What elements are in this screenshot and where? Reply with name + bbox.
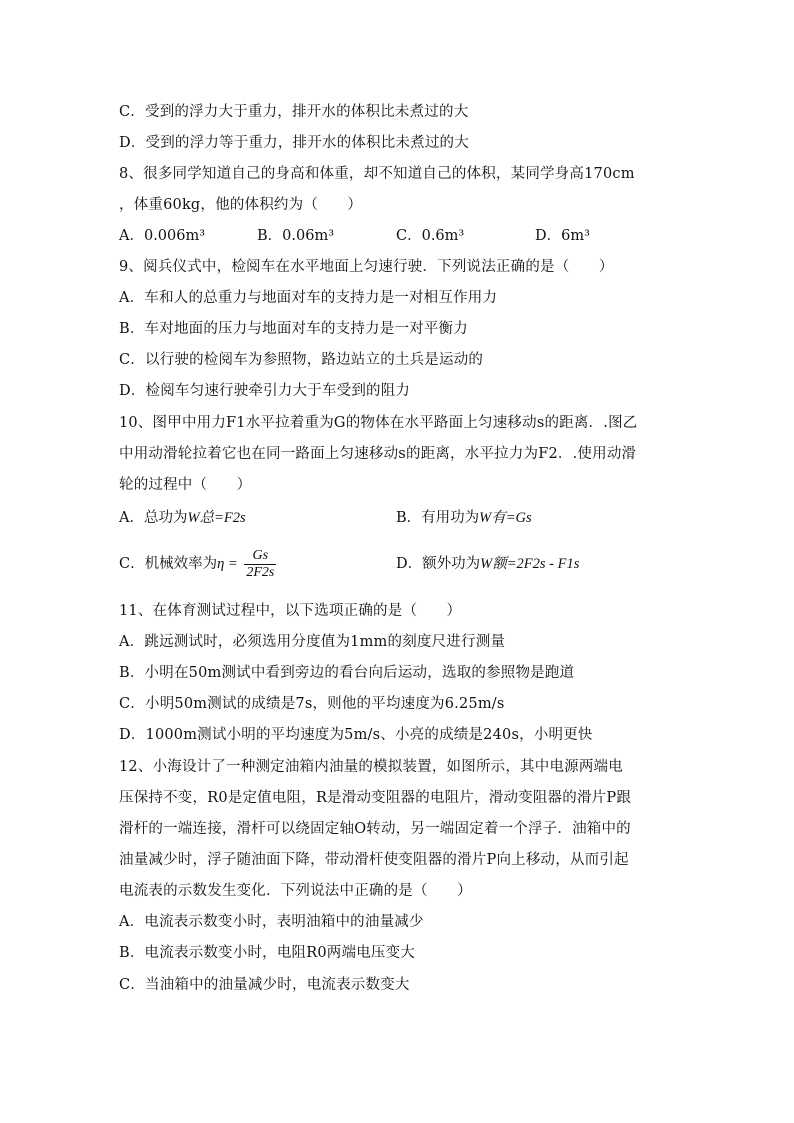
q8-stem-line-2: ，体重60kg，他的体积约为（ ） bbox=[119, 197, 363, 213]
q9-option-d: D．检阅车匀速行驶牵引力大于车受到的阻力 bbox=[119, 383, 411, 399]
q10-option-a bbox=[119, 508, 246, 528]
q11-option-a: A．跳远测试时，必须选用分度值为1mm的刻度尺进行测量 bbox=[119, 634, 506, 650]
q10-option-c-label: C．机械效率为 bbox=[119, 556, 218, 572]
q10-stem-line-3: 轮的过程中（ ） bbox=[119, 477, 252, 493]
q9-stem: 9、阅兵仪式中，检阅车在水平地面上匀速行驶．下列说法正确的是（ ） bbox=[119, 259, 614, 275]
q12-option-c: C．当油箱中的油量减少时，电流表示数变大 bbox=[119, 977, 410, 993]
q9-option-c: C．以行驶的检阅车为参照物，路边站立的土兵是运动的 bbox=[119, 352, 484, 368]
q10-option-a-label: A．总功为 bbox=[119, 510, 188, 526]
q11-option-c: C．小明50m测试的成绩是7s，则他的平均速度为6.25m/s bbox=[119, 696, 505, 712]
q10-option-c bbox=[119, 544, 276, 584]
q10-stem-line-1: 10、图甲中用力F1水平拉着重为G的物体在水平路面上匀速移动s的距离．.图乙 bbox=[119, 415, 638, 431]
q12-stem-line-2: 压保持不变，R0是定值电阻，R是滑动变阻器的电阻片，滑动变阻器的滑片P跟 bbox=[119, 790, 632, 806]
q11-option-b: B．小明在50m测试中看到旁边的看台向后运动，选取的参照物是跑道 bbox=[119, 665, 575, 681]
q9-option-b: B．车对地面的压力与地面对车的支持力是一对平衡力 bbox=[119, 321, 468, 337]
q8-stem-line-1: 8、很多同学知道自己的身高和体重，却不知道自己的体积，某同学身高170cm bbox=[119, 166, 635, 182]
q8-option-d: D．6m³ bbox=[535, 228, 590, 244]
q7-option-d: D．受到的浮力等于重力，排开水的体积比未煮过的大 bbox=[119, 135, 469, 151]
q8-option-a: A．0.006m³ bbox=[119, 228, 206, 244]
q10-option-c-eta: η = bbox=[217, 556, 238, 572]
q8-option-b: B．0.06m³ bbox=[257, 228, 335, 244]
q10-option-a-formula: W总=F2s bbox=[187, 510, 246, 526]
q12-option-b: B．电流表示数变小时，电阻R0两端电压变大 bbox=[119, 945, 415, 961]
q8-option-c: C．0.6m³ bbox=[396, 228, 465, 244]
q10-option-b-label: B．有用功为 bbox=[396, 510, 480, 526]
q12-stem-line-5: 电流表的示数发生变化．下列说法中正确的是（ ） bbox=[119, 883, 472, 899]
q12-stem-line-3: 滑杆的一端连接，滑杆可以绕固定轴O转动，另一端固定着一个浮子．油箱中的 bbox=[119, 821, 631, 837]
q12-stem-line-4: 油量减少时，浮子随油面下降，带动滑杆使变阻器的滑片P向上移动，从而引起 bbox=[119, 852, 629, 868]
q7-option-c: C．受到的浮力大于重力，排开水的体积比未煮过的大 bbox=[119, 104, 469, 120]
q10-efficiency-fraction bbox=[244, 548, 276, 581]
q10-stem-line-2: 中用动滑轮拉着它也在同一路面上匀速移动s的距离，水平拉力为F2．.使用动滑 bbox=[119, 446, 637, 462]
q10-option-d bbox=[396, 554, 579, 574]
q10-fraction-denominator: 2F2s bbox=[246, 564, 275, 580]
q12-option-a: A．电流表示数变小时，表明油箱中的油量减少 bbox=[119, 914, 424, 930]
q9-option-a: A．车和人的总重力与地面对车的支持力是一对相互作用力 bbox=[119, 290, 498, 306]
q10-option-b-formula: W有=Gs bbox=[479, 510, 532, 526]
q10-option-b bbox=[396, 508, 532, 528]
q11-option-d: D．1000m测试小明的平均速度为5m/s、小亮的成绩是240s，小明更快 bbox=[119, 727, 593, 743]
q10-fraction-numerator: Gs bbox=[244, 548, 276, 565]
q10-option-d-formula: W额=2F2s - F1s bbox=[480, 556, 580, 572]
q10-option-d-label: D．额外功为 bbox=[396, 556, 481, 572]
q11-stem: 11、在体育测试过程中，以下选项正确的是（ ） bbox=[119, 603, 462, 619]
q12-stem-line-1: 12、小海设计了一种测定油箱内油量的模拟装置，如图所示，其中电源两端电 bbox=[119, 759, 623, 775]
